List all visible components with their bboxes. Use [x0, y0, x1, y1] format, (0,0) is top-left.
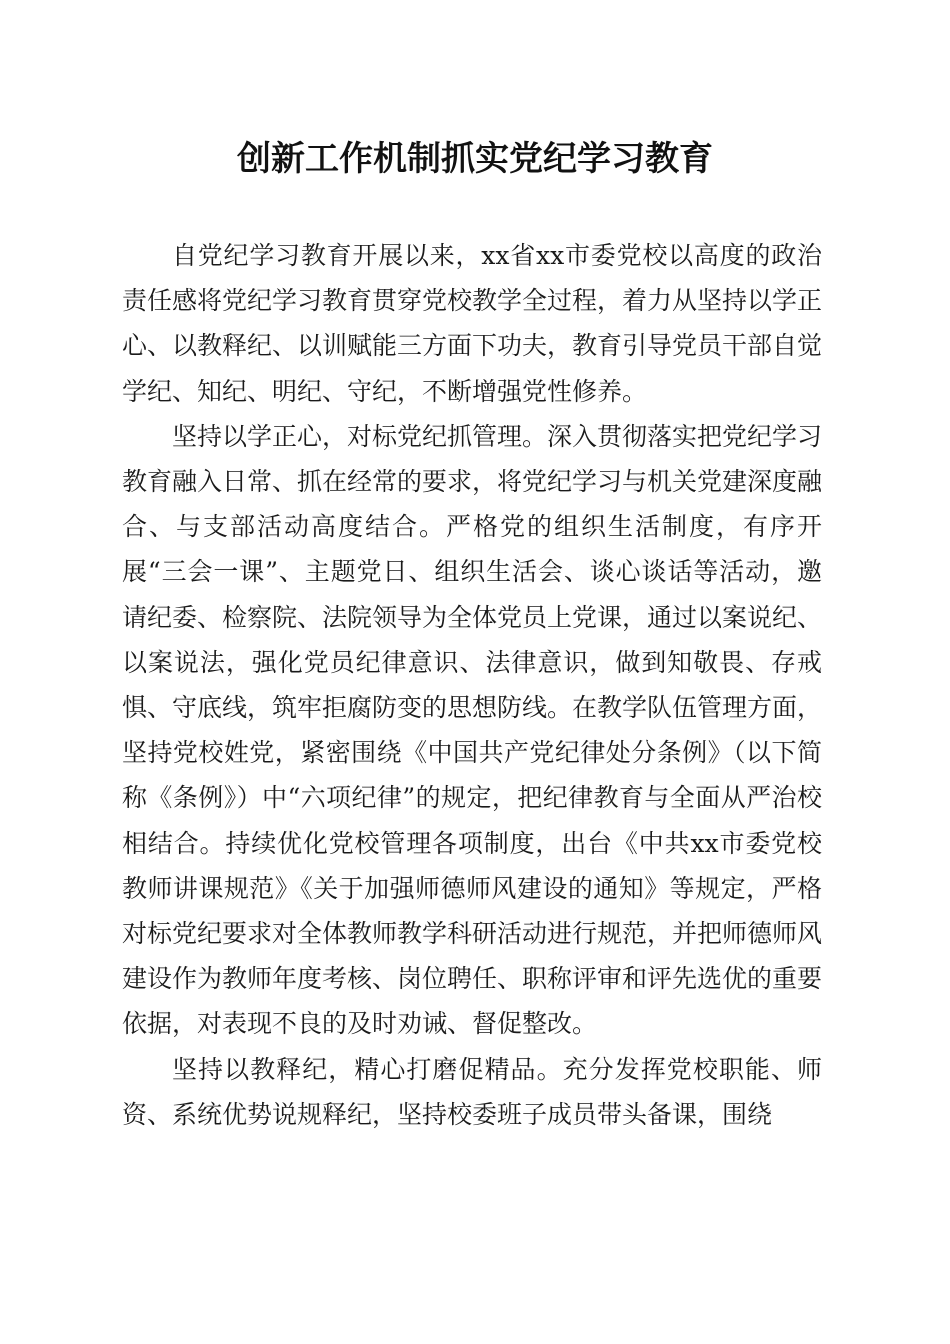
document-title: 创新工作机制抓实党纪学习教育: [237, 139, 713, 179]
paragraph-teaching-discipline: 坚持以教释纪，精心打磨促精品。充分发挥党校职能、师资、系统优势说规释纪，坚持校委班子成员带头备课，围绕: [122, 1054, 822, 1129]
paragraph-learning-discipline: 坚持以学正心，对标党纪抓管理。深入贯彻落实把党纪学习教育融入日常、抓在经常的要求，将党纪学习与机关党建深度融合、与支部活动高度结合。严格党的组织生活制度，有序开展“三会一课”、主题党日、组织生活会、谈心谈话等活动，邀请纪委、检察院、法院领导为全体党员上党课，通过以案说纪、以案说法，强化党员纪律意识、法律意识，做到知敬畏、存戒惧、守底线，筑牢拒腐防变的思想防线。在教学队伍管理方面，坚持党校姓党，紧密围绕《中国共产党纪律处分条例》（以下简称《条例》）中“六项纪律”的规定，把纪律教育与全面从严治校相结合。持续优化党校管理各项制度，出台《中共xx市委党校教师讲课规范》《关于加强师德师风建设的通知》等规定，严格对标党纪要求对全体教师教学科研活动进行规范，并把师德师风建设作为教师年度考核、岗位聘任、职称评审和评先选优的重要依据，对表现不良的及时劝诫、督促整改。: [122, 421, 823, 1039]
document-body: [122, 233, 822, 1137]
paragraph-intro: 自党纪学习教育开展以来，xx省xx市委党校以高度的政治责任感将党纪学习教育贯穿党校教学全过程，着力从坚持以学正心、以教释纪、以训赋能三方面下功夫，教育引导党员干部自觉学纪、知纪、明纪、守纪，不断增强党性修养。: [122, 241, 823, 406]
